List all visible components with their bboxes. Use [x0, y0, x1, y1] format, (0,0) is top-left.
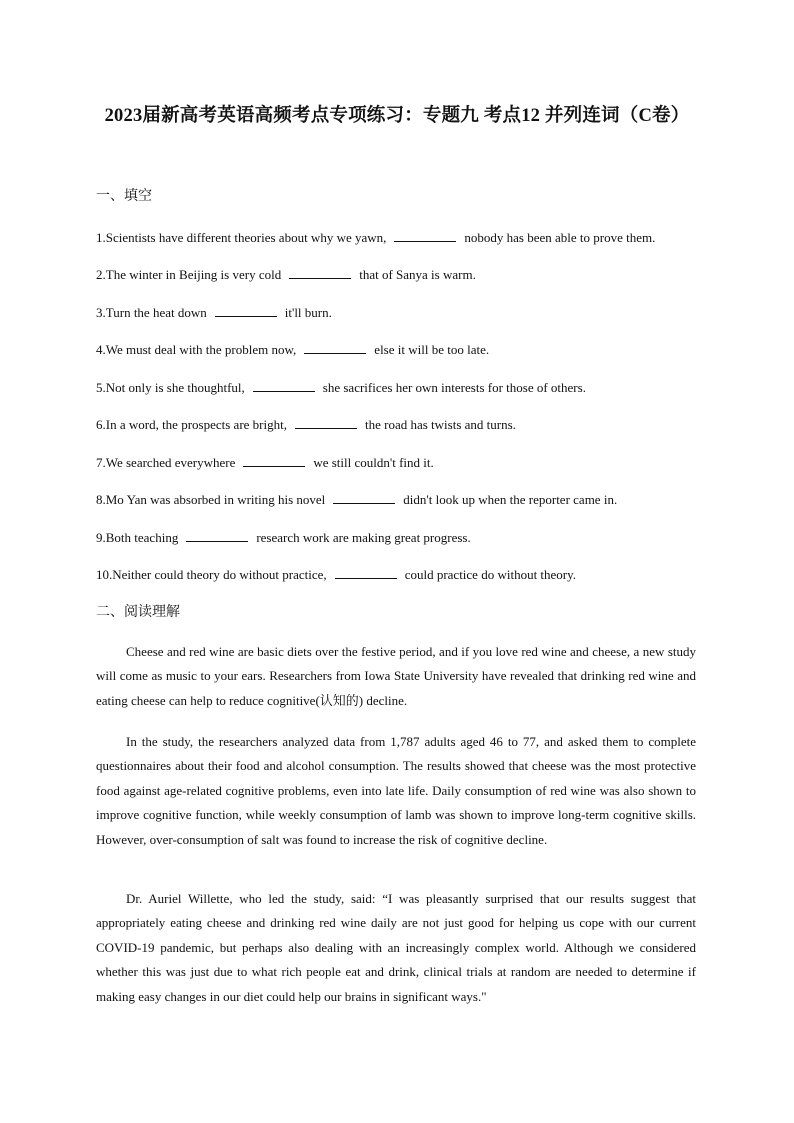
question-text-before: 9.Both teaching: [96, 530, 179, 545]
question-7: [96, 452, 716, 473]
section-heading-fill-blank: 一、填空: [96, 189, 152, 204]
question-3: [96, 302, 716, 323]
question-10: [96, 564, 716, 585]
question-text-after: she sacrifices her own interests for those of others.: [322, 380, 586, 395]
question-text-after: we still couldn't find it.: [313, 455, 434, 470]
answer-blank[interactable]: [186, 527, 248, 542]
answer-blank[interactable]: [295, 414, 357, 429]
reading-passage-2: [96, 730, 696, 852]
question-text-before: 4.We must deal with the problem now,: [96, 342, 297, 357]
question-text-after: that of Sanya is warm.: [359, 267, 476, 282]
question-text-before: 7.We searched everywhere: [96, 455, 236, 470]
passage-paragraph-3: Dr. Auriel Willette, who led the study, said: “I was pleasantly surprised that our results suggest that appropriately eating cheese and drinking red wine daily are not just good for helping us cope with our current COVID-19 pandemic, but perhaps also dealing with an increasingly complex world. Although we considered whether this was just due to what rich people eat and drink, clinical trials at random are needed to determine if making easy changes in our diet could help our brains in significant ways.": [96, 891, 696, 1004]
answer-blank[interactable]: [335, 564, 397, 579]
question-text-before: 2.The winter in Beijing is very cold: [96, 267, 282, 282]
answer-blank[interactable]: [304, 339, 366, 354]
question-6: [96, 414, 716, 435]
question-text-before: 1.Scientists have different theories about why we yawn,: [96, 230, 387, 245]
question-9: [96, 527, 716, 548]
answer-blank[interactable]: [289, 264, 351, 279]
question-text-after: nobody has been able to prove them.: [464, 230, 656, 245]
question-text-after: the road has twists and turns.: [364, 417, 516, 432]
question-8: [96, 489, 716, 510]
question-text-before: 10.Neither could theory do without practice,: [96, 567, 327, 582]
question-text-after: else it will be too late.: [374, 342, 490, 357]
passage-paragraph-1: Cheese and red wine are basic diets over the festive period, and if you love red wine and cheese, a new study will come as music to your ears. Researchers from Iowa State University have revealed that drinking red wine and eating cheese can help to reduce cognitive(认知的) decline.: [96, 644, 696, 708]
question-text-before: 3.Turn the heat down: [96, 305, 207, 320]
question-4: [96, 339, 716, 360]
passage-paragraph-2: In the study, the researchers analyzed data from 1,787 adults aged 46 to 77, and asked them to complete questionnaires about their food and alcohol consumption. The results showed that cheese was the most protective food against age-related cognitive problems, even into late life. Daily consumption of red wine was also shown to improve cognitive function, while weekly consumption of lamb was shown to improve long-term cognitive skills. However, over-consumption of salt was found to increase the risk of cognitive decline.: [96, 734, 696, 847]
question-text-after: didn't look up when the reporter came in.: [403, 492, 618, 507]
question-text-after: research work are making great progress.: [256, 530, 471, 545]
answer-blank[interactable]: [253, 377, 315, 392]
question-5: [96, 377, 716, 398]
document-title: 2023届新高考英语高频考点专项练习：专题九 考点12 并列连词（C卷）: [104, 106, 690, 126]
question-text-before: 6.In a word, the prospects are bright,: [96, 417, 287, 432]
question-text-after: could practice do without theory.: [404, 567, 577, 582]
section-heading-reading: 二、阅读理解: [96, 605, 180, 620]
answer-blank[interactable]: [333, 489, 395, 504]
question-1: [96, 227, 716, 248]
answer-blank[interactable]: [243, 452, 305, 467]
answer-blank[interactable]: [394, 227, 456, 242]
answer-blank[interactable]: [215, 302, 277, 317]
reading-passage: [96, 640, 696, 713]
question-2: [96, 264, 716, 285]
reading-passage-3: [96, 887, 696, 1009]
question-text-before: 5.Not only is she thoughtful,: [96, 380, 245, 395]
question-text-after: it'll burn.: [284, 305, 332, 320]
question-text-before: 8.Mo Yan was absorbed in writing his novel: [96, 492, 326, 507]
